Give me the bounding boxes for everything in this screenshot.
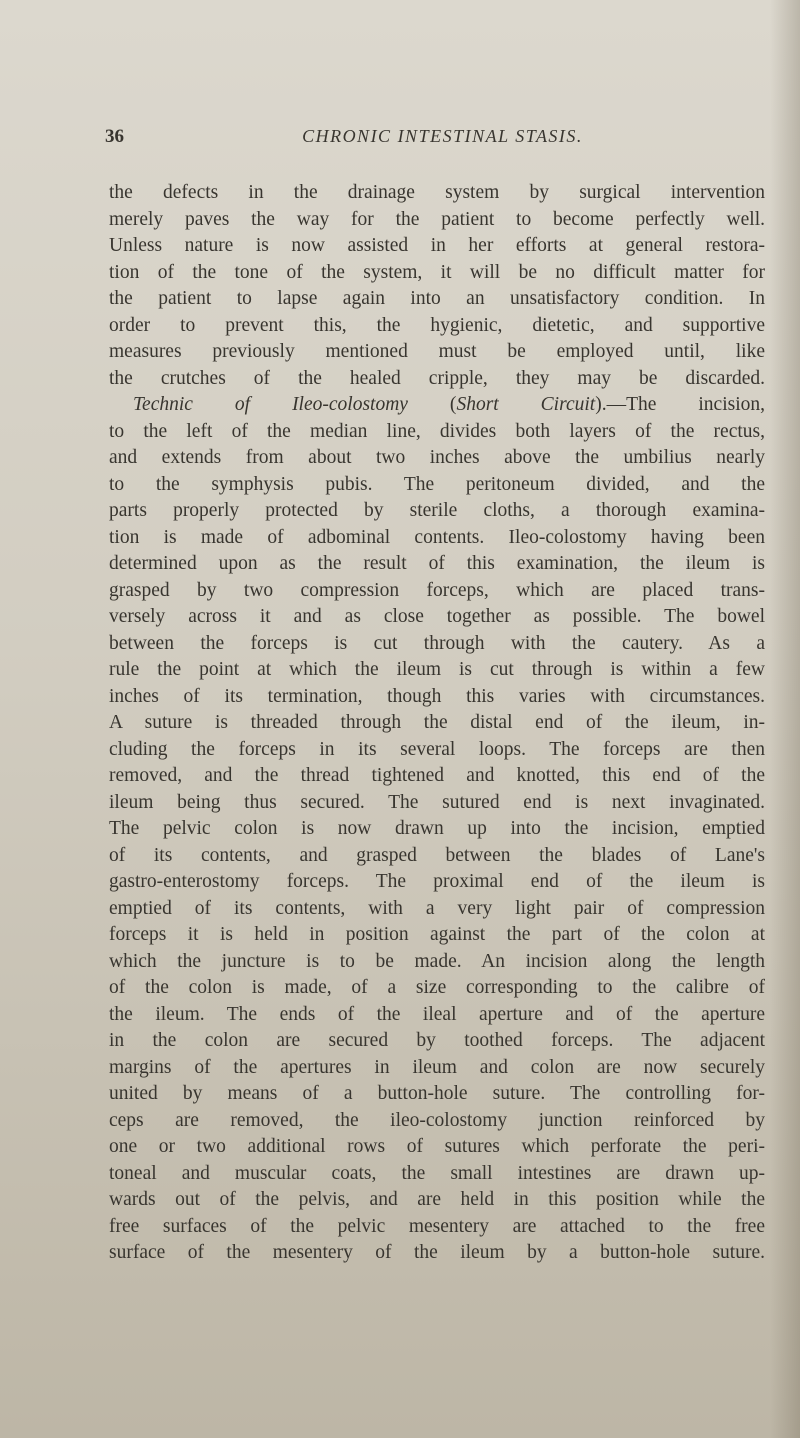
text-line: wards out of the pelvis, and are held in this position while the — [109, 1189, 765, 1210]
paragraph-2 — [109, 419, 765, 1267]
section-heading-line — [109, 392, 765, 419]
text-line: Unless nature is now assisted in her efforts at general restora- — [109, 235, 765, 256]
text-line: free surfaces of the pelvic mesentery are attached to the free — [109, 1215, 765, 1237]
text-line: which the juncture is to be made. An incision along the length — [109, 950, 765, 972]
text-line: emptied of its contents, with a very light pair of compression — [109, 897, 765, 919]
text-line: tion of the tone of the system, it will be no difficult matter for — [109, 261, 765, 283]
text-line: measures previously mentioned must be employed until, like — [109, 341, 765, 362]
text-line: versely across it and as close together as possible. The bowel — [109, 606, 765, 627]
text-line: cluding the forceps in its several loops. The forceps are then — [109, 738, 765, 760]
text-line: and extends from about two inches above the umbilius nearly — [109, 447, 765, 468]
text-line: order to prevent this, the hygienic, dietetic, and supportive — [109, 314, 765, 336]
text-line: ileum being thus secured. The sutured end is next invaginated. — [109, 791, 765, 813]
text-line: grasped by two compression forceps, which are placed trans- — [109, 579, 765, 601]
text-line: united by means of a button-hole suture. The controlling for- — [109, 1083, 765, 1104]
text-line: removed, and the thread tightened and knotted, this end of the — [109, 765, 765, 786]
text-line: of the colon is made, of a size corresponding to the calibre of — [109, 977, 765, 998]
line-text: ).—The incision, — [595, 394, 766, 415]
page-edge-shadow — [770, 0, 800, 1438]
page-header — [105, 126, 760, 152]
section-subheading: Short Circuit — [456, 394, 596, 415]
text-line: toneal and muscular coats, the small intestines are drawn up- — [109, 1162, 765, 1184]
text-line: between the forceps is cut through with the cautery. As a — [109, 632, 765, 654]
text-line: the crutches of the healed cripple, they may be discarded. — [109, 367, 765, 389]
section-heading: Technic of Ileo-colostomy — [133, 394, 408, 415]
text-line: inches of its termination, though this varies with circumstances. — [109, 685, 765, 707]
text-line: the ileum. The ends of the ileal aperture and of the aperture — [109, 1003, 765, 1025]
text-line: A suture is threaded through the distal end of the ileum, in- — [109, 712, 765, 733]
text-line: in the colon are secured by toothed forceps. The adjacent — [109, 1030, 765, 1051]
text-line: gastro-enterostomy forceps. The proximal end of the ileum is — [109, 871, 765, 892]
text-line: tion is made of adbominal contents. Ileo-colostomy having been — [109, 526, 765, 548]
page-number: 36 — [105, 126, 124, 147]
text-line: the patient to lapse again into an unsatisfactory condition. In — [109, 288, 765, 309]
paragraph-1 — [109, 180, 765, 392]
text-line: forceps it is held in position against the part of the colon at — [109, 924, 765, 945]
text-line: merely paves the way for the patient to become perfectly well. — [109, 208, 765, 230]
text-line: one or two additional rows of sutures which perforate the peri- — [109, 1136, 765, 1157]
text-line: The pelvic colon is now drawn up into the incision, emptied — [109, 818, 765, 839]
text-line: parts properly protected by sterile cloths, a thorough examina- — [109, 500, 765, 521]
running-title: CHRONIC INTESTINAL STASIS. — [302, 126, 583, 146]
body-text — [109, 180, 765, 1267]
text-line: surface of the mesentery of the ileum by a button-hole suture. — [109, 1242, 765, 1263]
text-line: of its contents, and grasped between the blades of Lane's — [109, 844, 765, 866]
text-line: to the left of the median line, divides both layers of the rectus, — [109, 420, 765, 442]
text-line: rule the point at which the ileum is cut through is within a few — [109, 659, 765, 680]
paren: ( — [407, 394, 457, 415]
text-line: determined upon as the result of this examination, the ileum is — [109, 553, 765, 574]
text-line: ceps are removed, the ileo-colostomy junction reinforced by — [109, 1109, 765, 1131]
text-line: to the symphysis pubis. The peritoneum divided, and the — [109, 473, 765, 495]
text-line: the defects in the drainage system by surgical intervention — [109, 182, 765, 203]
text-line: margins of the apertures in ileum and colon are now securely — [109, 1056, 765, 1078]
